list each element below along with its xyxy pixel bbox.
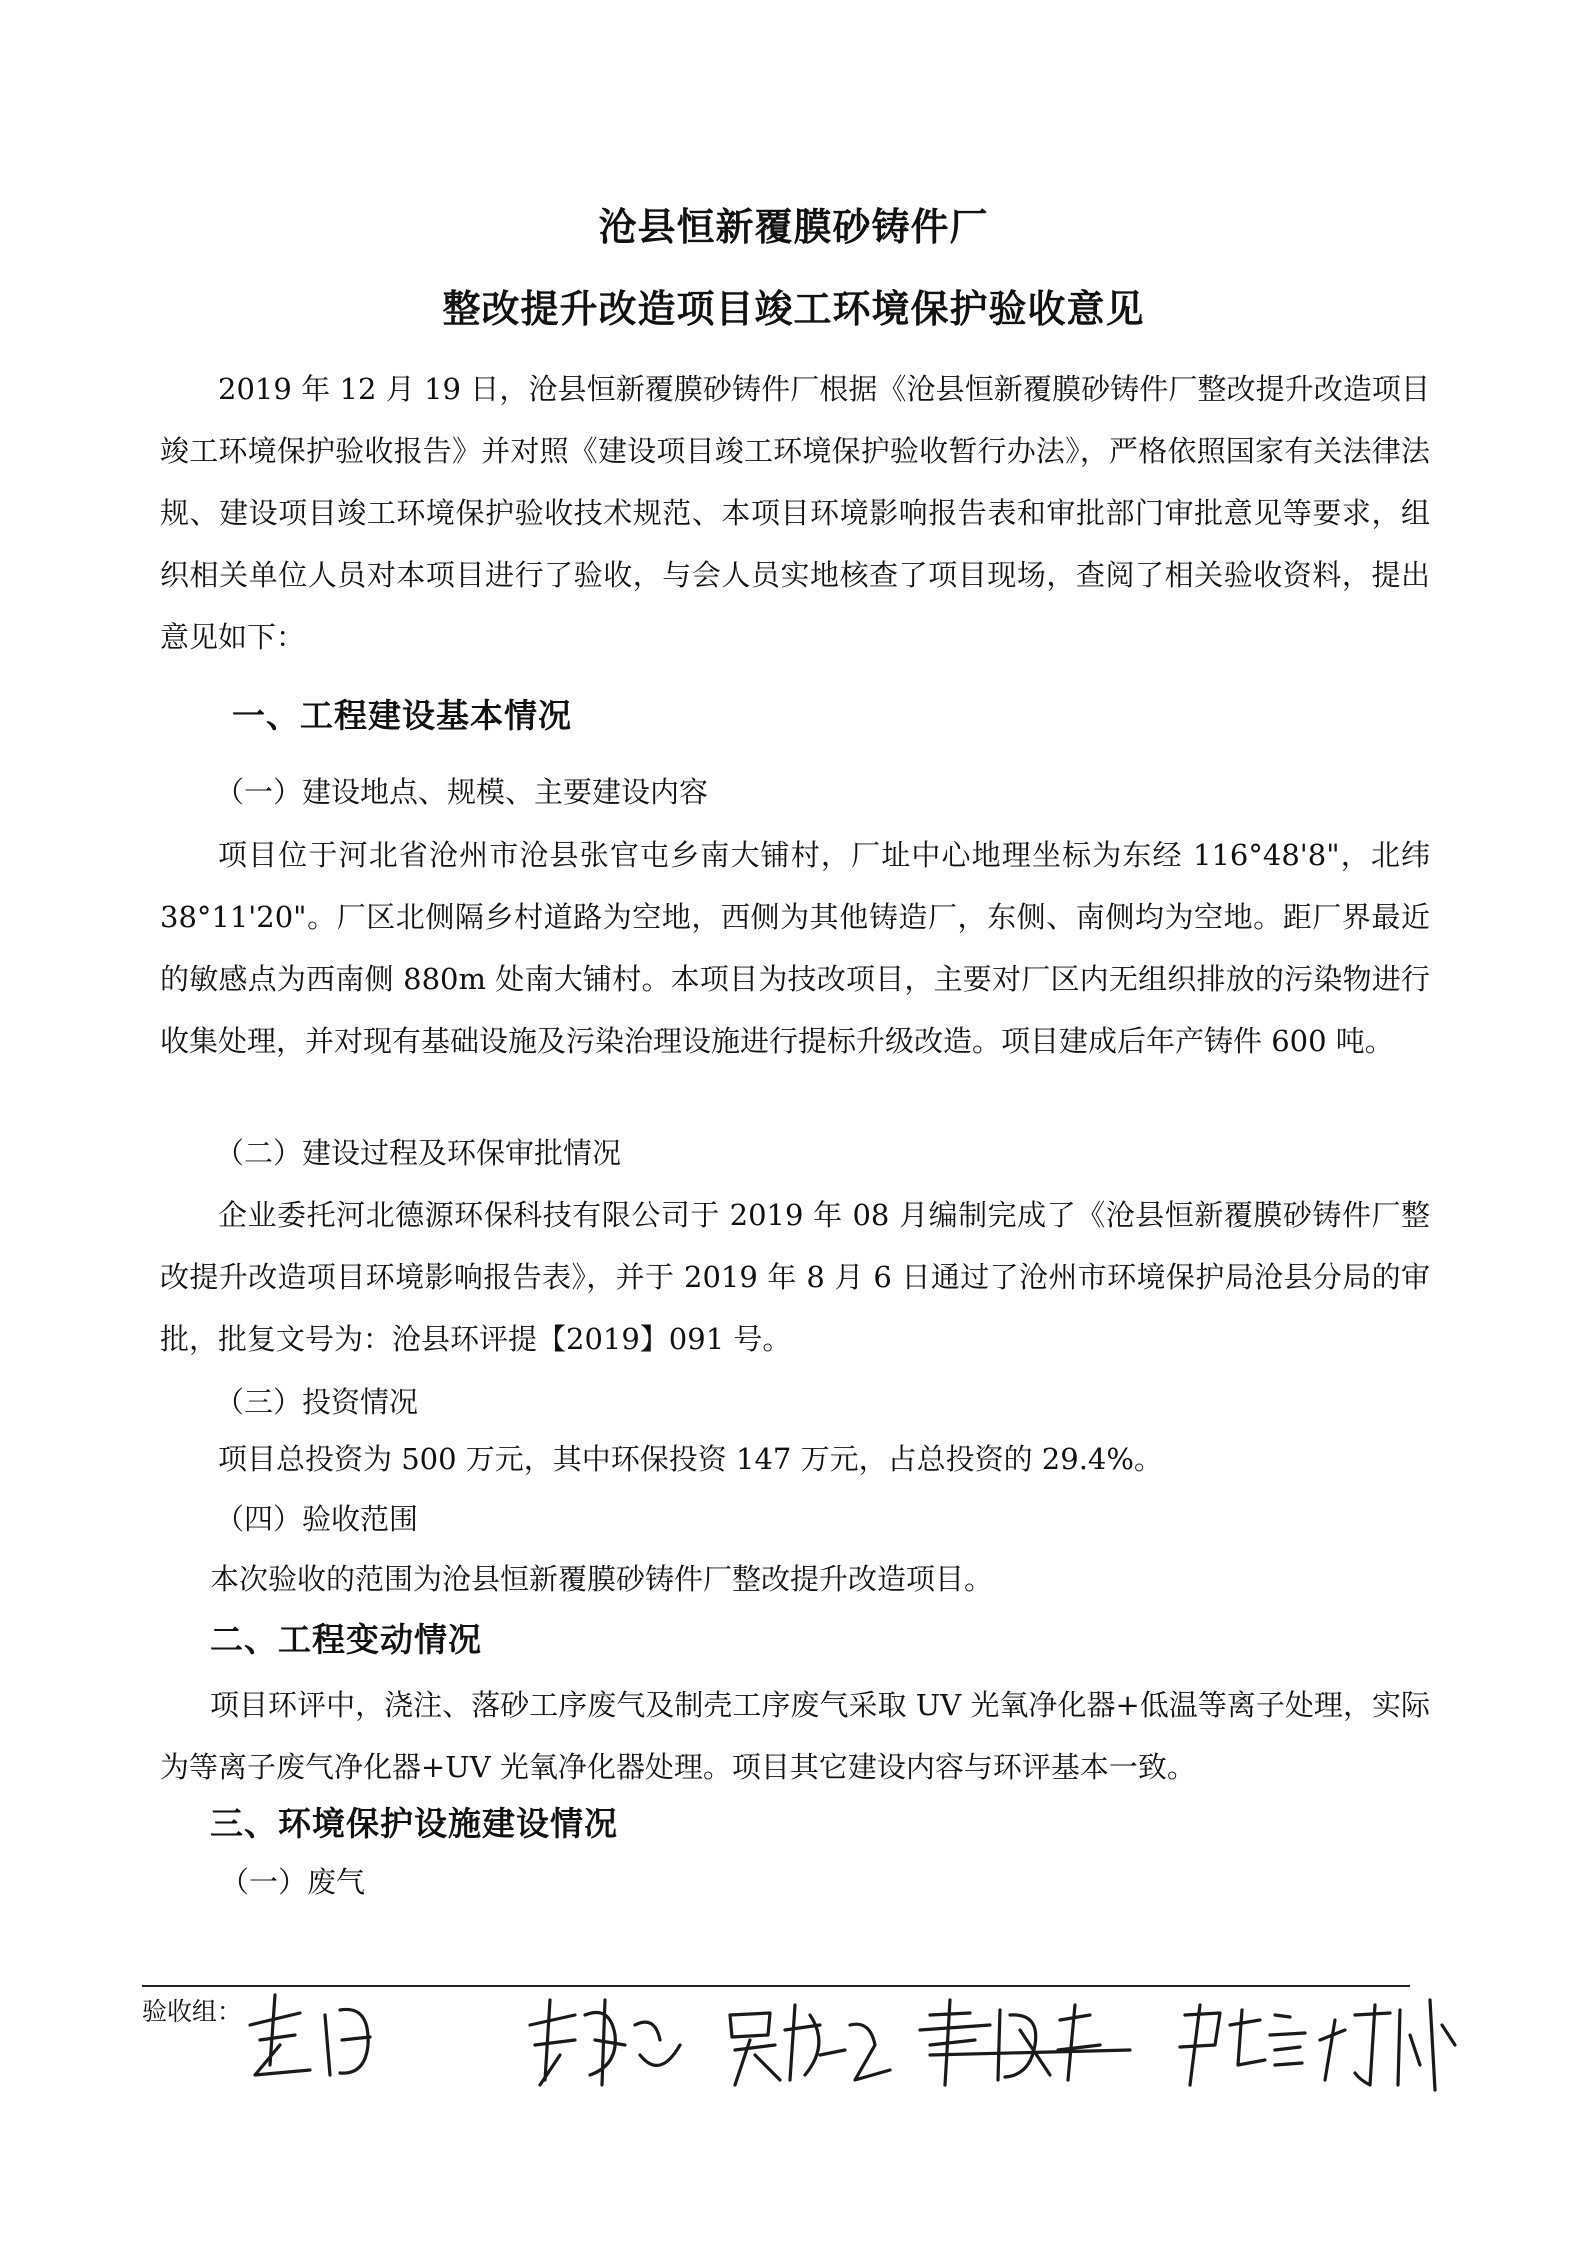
document-title-line2: 整改提升改造项目竣工环境保护验收意见	[442, 287, 1145, 331]
section1-sub4-text: 本次验收的范围为沧县恒新覆膜砂铸件厂整改提升改造项目。	[210, 1562, 994, 1596]
section1-heading: 一、工程建设基本情况	[232, 696, 572, 735]
intro-paragraph: 2019 年 12 月 19 日，沧县恒新覆膜砂铸件厂根据《沧县恒新覆膜砂铸件厂整改提升改造项目竣工环境保护验收报告》并对照《建设项目竣工环境保护验收暂行办法》，严格依照国家有关法律法规、建设项目竣工环境保护验收技术规范、本项目环境影响报告表和审批部门审批意见等要求，组织相关单位人员对本项目进行了验收，与会人员实地核查了项目现场，查阅了相关验收资料，提出意见如下：	[160, 372, 1430, 654]
section3-sub1-title: （一）废气	[220, 1865, 366, 1899]
signature-3	[730, 2005, 890, 2085]
section1-sub1-title: （一）建设地点、规模、主要建设内容	[215, 775, 709, 809]
section1-sub2-title: （二）建设过程及环保审批情况	[215, 1136, 622, 1170]
document-title-line1: 沧县恒新覆膜砂铸件厂	[598, 205, 989, 249]
section2-text: 项目环评中，浇注、落砂工序废气及制壳工序废气采取 UV 光氧净化器+低温等离子处理，实际为等离子废气净化器+UV 光氧净化器处理。项目其它建设内容与环评基本一致。	[160, 1688, 1430, 1784]
signature-5	[1180, 2005, 1305, 2085]
signature-label: 验收组：	[142, 1997, 243, 2026]
signature-1	[250, 1995, 370, 2075]
section1-sub4-title: （四）验收范围	[215, 1502, 419, 1536]
signature-2	[530, 2000, 680, 2085]
handwritten-signatures	[230, 1985, 1460, 2105]
section1-sub1-text: 项目位于河北省沧州市沧县张官屯乡南大铺村，厂址中心地理坐标为东经 116°48'8"，北纬 38°11'20"。厂区北侧隔乡村道路为空地，西侧为其他铸造厂，东侧、南侧均为空地。距厂界最近的敏感点为西南侧 880m 处南大铺村。本项目为技改项目，主要对厂区内无组织排放的污染物进行收集处理，并对现有基础设施及污染治理设施进行提标升级改造。项目建成后年产铸件 600 吨。	[160, 838, 1430, 1058]
section2-heading: 二、工程变动情况	[210, 1620, 482, 1659]
section1-sub3-text: 项目总投资为 500 万元，其中环保投资 147 万元，占总投资的 29.4%。	[218, 1442, 1163, 1476]
section1-sub3-title: （三）投资情况	[215, 1385, 419, 1419]
section3-heading: 三、环境保护设施建设情况	[210, 1804, 618, 1843]
signature-4	[920, 2000, 1130, 2085]
signature-6	[1320, 2000, 1455, 2090]
section1-sub2-text: 企业委托河北德源环保科技有限公司于 2019 年 08 月编制完成了《沧县恒新覆膜砂铸件厂整改提升改造项目环境影响报告表》，并于 2019 年 8 月 6 日通过了沧州市环境保护局沧县分局的审批，批复文号为：沧县环评提【2019】091 号。	[160, 1198, 1430, 1356]
